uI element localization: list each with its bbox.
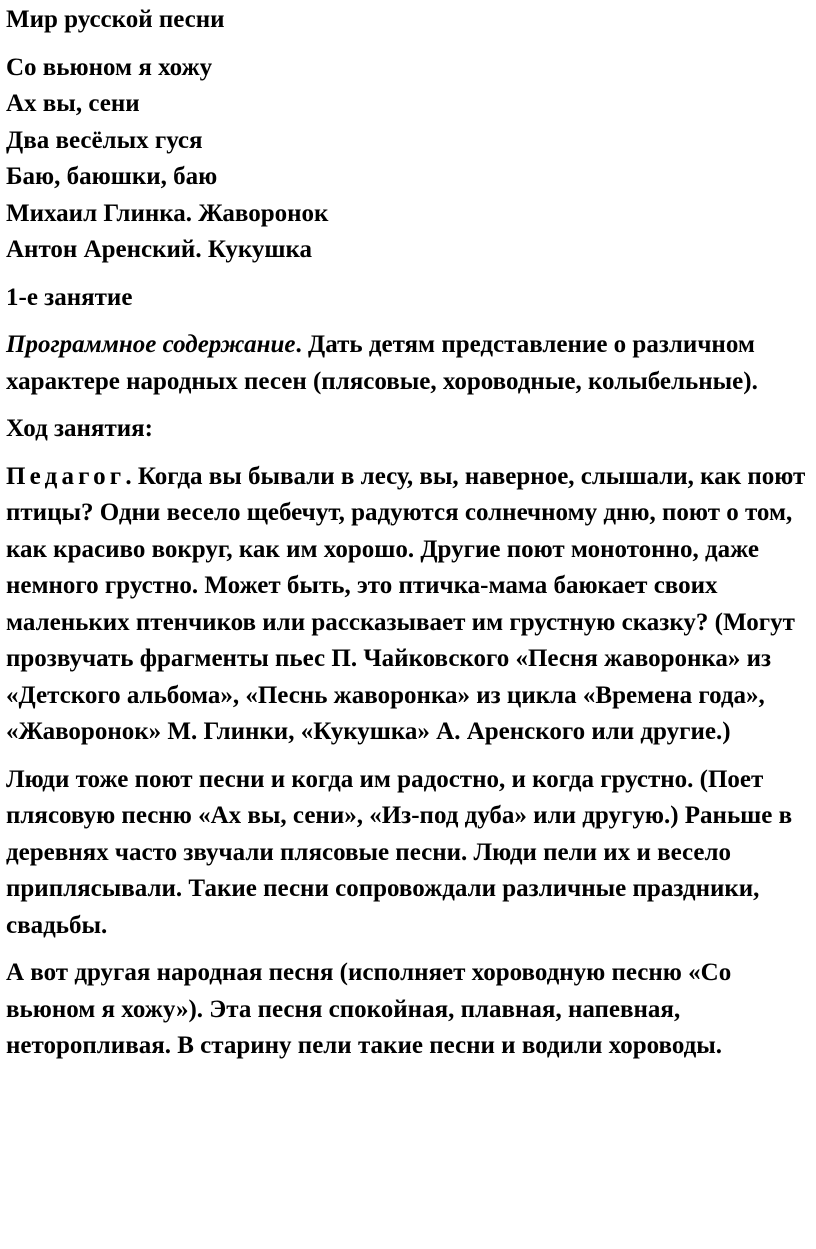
song-item: Со вьюном я хожу — [6, 53, 213, 81]
dance-song-paragraph: Люди тоже поют песни и когда им радостно, и когда грустно. (Поет плясовую песню «Ах вы, сени», «Из-под дуба» или другую.) Раньше в деревнях часто звучали плясовые песни. Люди пели их и весело приплясывали. Такие песни сопровождали различные праздники, свадьбы. — [6, 765, 793, 939]
teacher-paragraph — [6, 459, 812, 751]
round-dance-paragraph: А вот другая народная песня (исполняет хороводную песню «Со вьюном я хожу»). Эта песня спокойная, плавная, напевная, неторопливая. В старину пели такие песни и водили хороводы. — [6, 959, 732, 1059]
document-page — [6, 0, 812, 1065]
document-title: Мир русской песни — [6, 6, 225, 33]
program-paragraph — [6, 327, 812, 400]
song-item: Михаил Глинка. Жаворонок — [6, 199, 329, 227]
song-item: Антон Аренский. Кукушка — [6, 236, 313, 263]
teacher-label: Педагог — [6, 462, 126, 490]
program-text: . Дать детям представление о различном характере народных песен (плясовые, хороводные, колыбельные). — [6, 331, 758, 395]
song-item: Ах вы, сени — [6, 90, 140, 117]
program-label: Программное содержание — [6, 331, 296, 358]
song-item: Баю, баюшки, баю — [6, 163, 218, 190]
teacher-text: . Когда вы бывали в лесу, вы, наверное, слышали, как поют птицы? Одни весело щебечут, радуются солнечному дню, поют о том, как красиво вокруг, как им хорошо. Другие поют монотонно, даже немного грустно. Может быть, это птичка-мама баюкает своих маленьких птенчиков или рассказывает им грустную сказку? (Могут прозвучать фрагменты пьес П. Чайковского «Песня жаворонка» из «Детского альбома», «Песнь жаворонка» из цикла «Времена года», «Жаворонок» М. Глинки, «Кукушка» А. Аренского или другие.) — [6, 462, 806, 745]
lesson-heading: 1-е занятие — [6, 283, 133, 311]
song-list — [6, 50, 812, 269]
song-item: Два весёлых гуся — [6, 126, 203, 154]
course-heading: Ход занятия: — [6, 415, 153, 442]
